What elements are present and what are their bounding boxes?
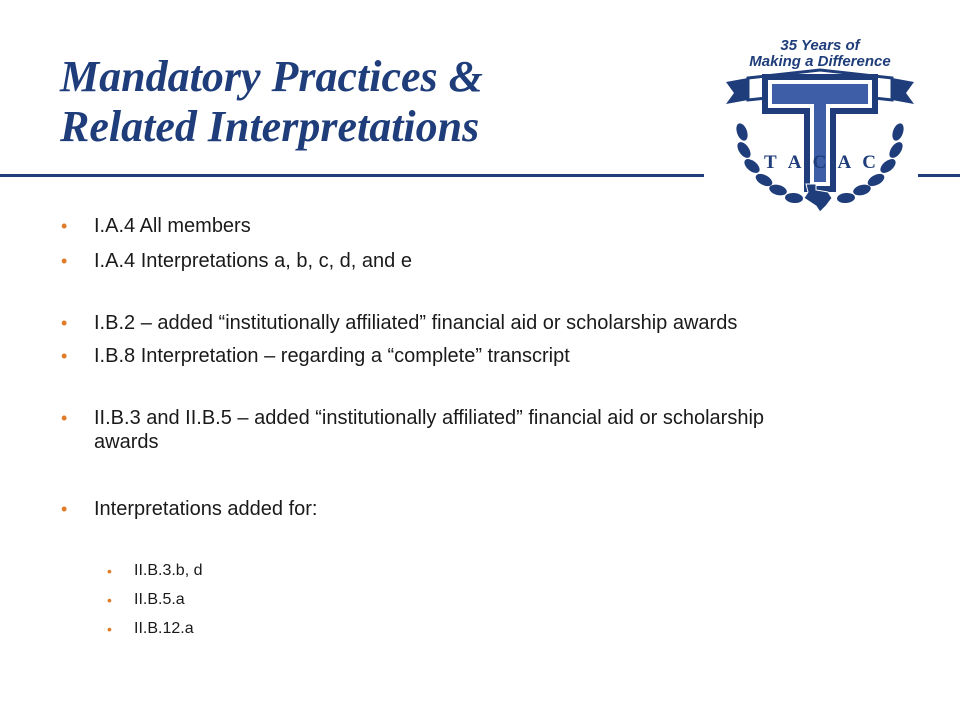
bullet-item: • II.B.3 and II.B.5 – added “institutionally affiliated” financial aid or scholarship awards	[94, 406, 834, 454]
sub-bullet-item: • II.B.12.a	[134, 619, 734, 639]
slide-title	[60, 52, 483, 152]
bullet-item: • I.B.8 Interpretation – regarding a “complete” transcript	[94, 344, 924, 368]
logo-tagline-line-2: Making a Difference	[749, 53, 891, 70]
bullet-item: • Interpretations added for:	[94, 497, 924, 521]
sub-bullet-item: • II.B.3.b, d	[134, 561, 734, 581]
letter-t-emblem	[762, 74, 878, 192]
title-divider-left	[0, 174, 704, 177]
logo-letter: C	[862, 152, 876, 173]
logo-tagline	[720, 38, 920, 70]
bullet-item: • I.A.4 All members	[94, 214, 924, 238]
slide-title-line-1: Mandatory Practices &	[60, 52, 483, 101]
logo-letter: A	[787, 152, 802, 173]
bullet-item: • I.A.4 Interpretations a, b, c, d, and e	[94, 249, 924, 273]
tacac-logo	[720, 32, 920, 217]
title-divider-right	[918, 174, 960, 177]
bullet-item: • I.B.2 – added “institutionally affiliated” financial aid or scholarship awards	[94, 311, 924, 335]
sub-bullet-item: • II.B.5.a	[134, 590, 734, 610]
logo-letter: A	[837, 152, 852, 173]
logo-letter: T	[764, 152, 777, 173]
logo-tagline-line-1: 35 Years of	[780, 37, 860, 54]
logo-letter: C	[812, 152, 827, 173]
logo-acronym	[764, 152, 876, 174]
slide-title-line-2: Related Interpretations	[60, 102, 480, 151]
